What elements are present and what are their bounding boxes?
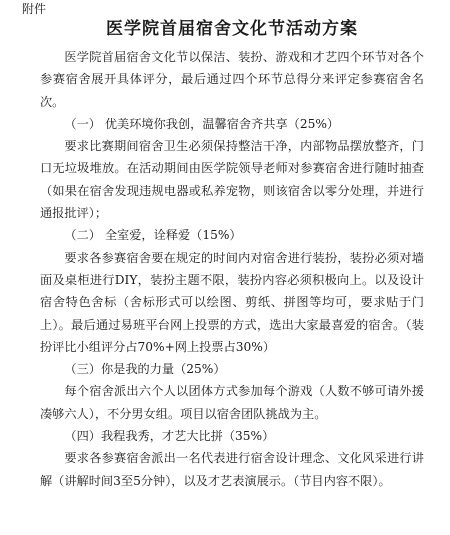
section-2-heading: （二） 全室爱，诠释爱（15%） (64, 228, 242, 243)
section-4-body: 要求各参赛宿舍派出一名代表进行宿舍设计理念、文化风采进行讲解（讲解时间3至5分钟），以及才艺表演展示。（节目内容不限）。 (40, 451, 424, 488)
attachment-label: 附件 (22, 2, 47, 16)
section-4-heading: （四）我程我秀，才艺大比拼（35%） (64, 429, 275, 444)
section-3-body: 每个宿舍派出六个人以团体方式参加每个游戏（人数不够可请外援凑够六人），不分男女组。项目以宿舍团队挑战为主。 (40, 384, 424, 421)
section-1-heading: （一） 优美环境你我创，温馨宿舍齐共享（25%） (64, 116, 340, 131)
section-2-body: 要求各参赛宿舍要在规定的时间内对宿舍进行装扮，装扮必须对墙面及桌柜进行DIY，装扮主题不限，装扮内容必须积极向上。以及设计宿舍特色舍标（舍标形式可以绘图、剪纸、拼图等均可，要求贴于门上）。最后通过易班平台网上投票的方式，选出大家最喜爱的宿舍。（装扮评比小组评分占70%+网上投票占30%） (40, 250, 424, 354)
section-1-body: 要求比赛期间宿舍卫生必须保持整洁干净，内部物品摆放整齐，门口无垃圾堆放。在活动期间由医学院领导老师对参赛宿舍进行随时抽查（如果在宿舍发现违规电器或私养宠物，则该宿舍以零分处理，并进行通报批评）； (40, 139, 424, 221)
section-3-heading: （三）你是我的力量（25%） (64, 362, 226, 377)
document-title: 医学院首届宿舍文化节活动方案 (106, 19, 358, 39)
intro-paragraph: 医学院首届宿舍文化节以保洁、装扮、游戏和才艺四个环节对各个参赛宿舍展开具体评分，最后通过四个环节总得分来评定参赛宿舍名次。 (40, 50, 424, 109)
